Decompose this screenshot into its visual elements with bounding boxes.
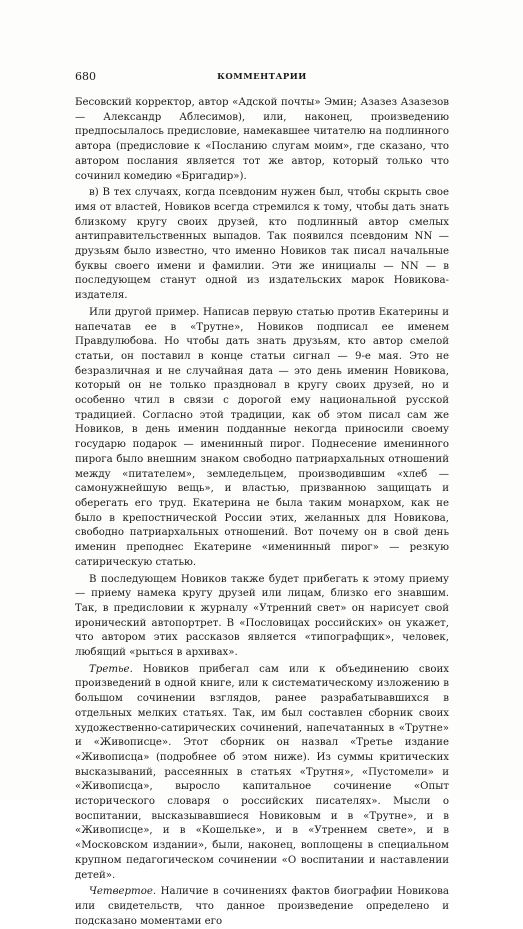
running-head: КОММЕНТАРИИ	[217, 72, 307, 82]
paragraph-1	[75, 96, 449, 184]
paragraph-2-text: в) В тех случаях, когда псевдоним нужен был, чтобы скрыть свое имя от властей, Новиков всегда стремился к тому, чтобы дать знать близкому кругу своих друзей, кто подлинный автор смелых антиправительственных выпадов. Так появился псевдоним NN — друзьям было известно, что именно Новиков так писал начальные буквы своего имени и фамилии. Эти же инициалы — NN — в последующем станут одной из издательских марок Новикова-издателя.	[75, 187, 449, 302]
paragraph-3-text: Или другой пример. Написав первую статью против Екатерины и напечатав ее в «Трутне», Новиков подписал ее именем Правдулюбова. Но чтобы дать знать друзьям, кто автор смелой статьи, он поставил в конце статьи сигнал — 9-е мая. Это не безразличная и не случайная дата — это день именин Новикова, который он не только праздновал в кругу своих друзей, но и особенно чтил в связи с дорогой ему национальной русской традицией. Согласно этой традиции, как об этом писал сам же Новиков, в день именин подданные некогда приносили своему государю подарок — именинный пирог. Поднесение именинного пирога было внешним знаком свободно патриархальных отношений между «питателем», земледельцем, производившим «хлеб — самонужнейшую вещь», и властью, призванною защищать и оберегать его труд. Екатерина не была таким монархом, как не было в крепостнической России этих, желанных для Новикова, свободно патриархальных отношений. Вот почему он в свой день именин преподнес Екатерине «именинный пирог» — резкую сатирическую статью.	[75, 306, 449, 568]
paragraph-5-lead: Третье.	[89, 663, 133, 675]
paragraph-5-text: Новиков прибегал сам или к объединению своих произведений в одной книге, или к систематическому изложению в большом сочинении взглядов, ранее разрабатывавшихся в отдельных мелких статьях. Так, им был составлен сборник своих художественно-сатирических сочинений, напечатанных в «Трутне» и «Живописце». Этот сборник он назвал «Третье издание «Живописца» (подробнее об этом ниже). Из суммы критических высказываний, рассеянных в статьях «Трутня», «Пустомели» и «Живописца», выросло капитальное сочинение «Опыт исторического словаря о российских писателях». Мысли о воспитании, высказывавшиеся Новиковым и в «Трутне», и в «Живописце», и в «Кошельке», и в «Утреннем свете», и в «Московском издании», были, наконец, воплощены в специальном крупном педагогическом сочинении «О воспитании и наставлении детей».	[75, 663, 449, 881]
body-text	[75, 96, 449, 927]
paragraph-6-text: Наличие в сочинениях фактов биографии Новикова или свидетельств, что данное произведение определено и подсказано моментами его	[75, 886, 449, 927]
paragraph-1-text: Бесовский корректор, автор «Адской почты» Эмин; Азазез Азазезов — Александр Аблесимов), или, наконец, произведению предпосылалось предисловие, намекавшее читателю на подлинного автора (предисловие к «Посланию слугам моим», где сказано, что автором послания является тот же автор, который только что сочинил комедию «Бригадир»).	[75, 97, 449, 182]
paragraph-6-lead: Четвертое.	[89, 886, 157, 898]
paragraph-4-text: В последующем Новиков также будет прибегать к этому приему — приему намека кругу друзей или лицам, близко его знавшим. Так, в предисловии к журналу «Утренний свет» он нарисует свой иронический автопортрет. В «Пословицах российских» он укажет, что автором этих рассказов является «типографщик», человек, любящий «рыться в архивах».	[75, 573, 449, 659]
paragraph-5	[75, 663, 449, 884]
page-number: 680	[75, 70, 96, 83]
paragraph-3	[75, 306, 449, 571]
page-header	[75, 70, 449, 84]
paragraph-4	[75, 573, 449, 661]
paragraph-2	[75, 186, 449, 304]
paragraph-6	[75, 885, 449, 929]
